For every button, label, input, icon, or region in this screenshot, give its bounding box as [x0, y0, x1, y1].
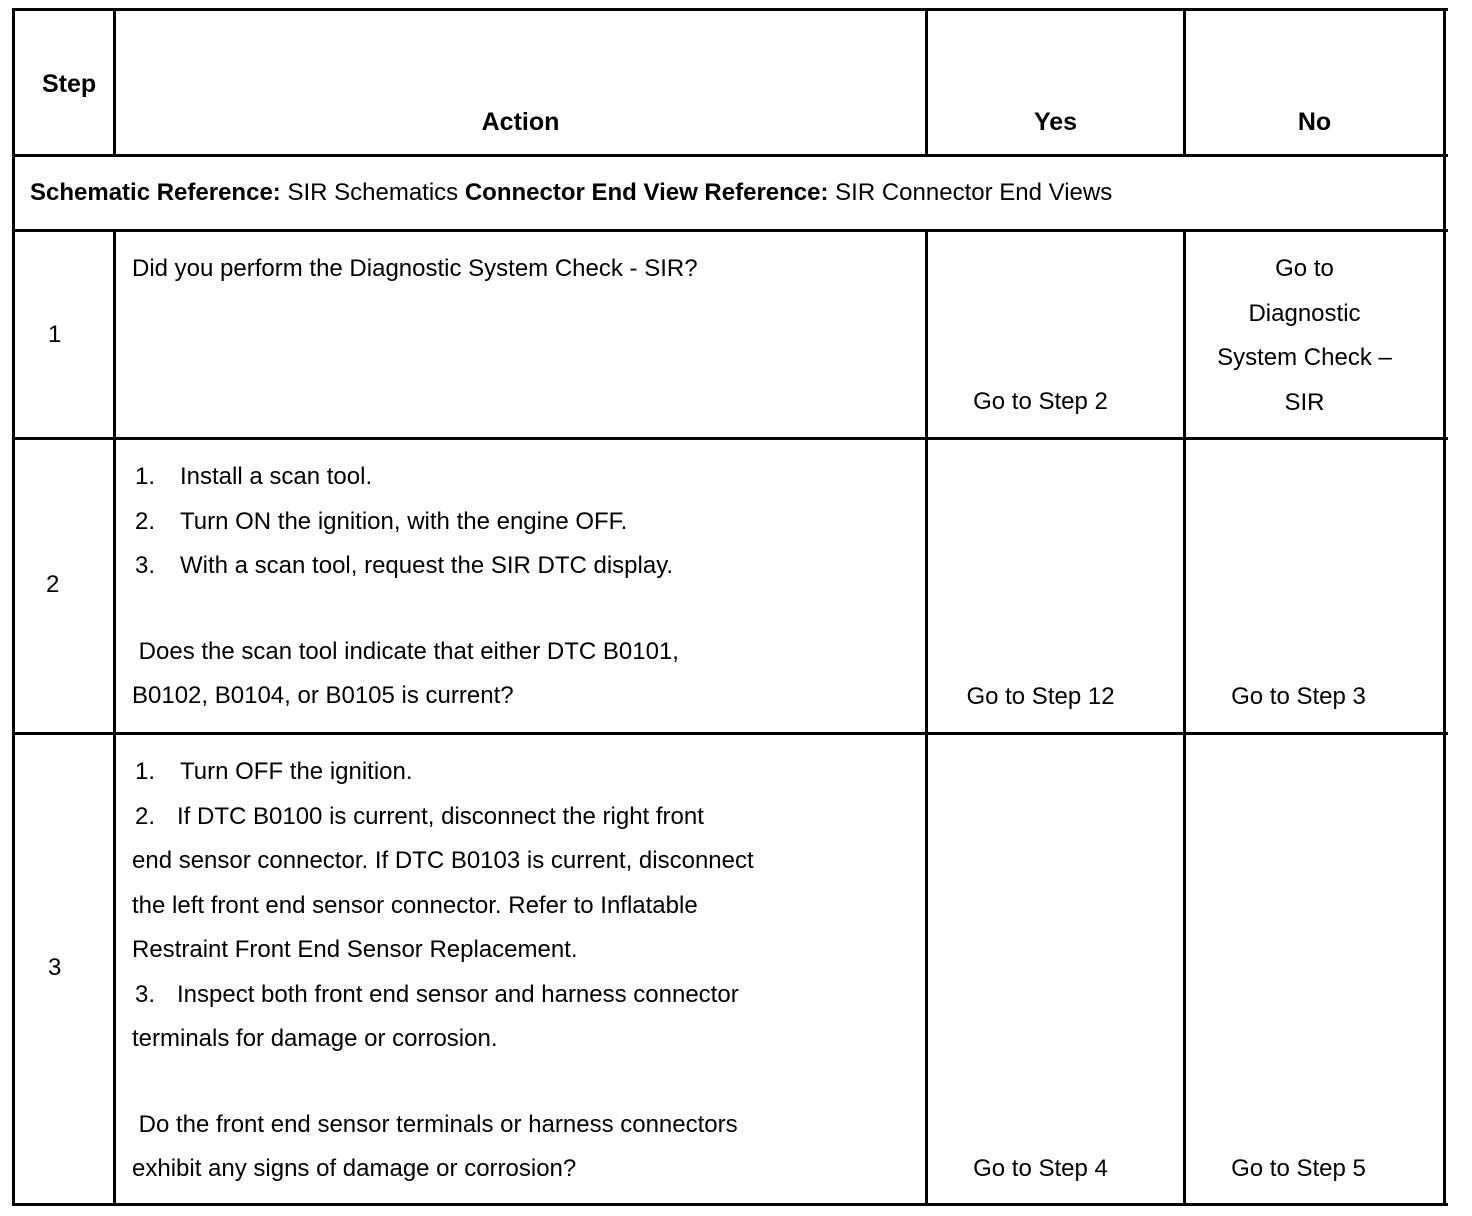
header-no: No — [1297, 108, 1332, 136]
no-result — [1186, 247, 1423, 425]
list-item-number: 2. — [135, 802, 156, 830]
no-result: Go to Step 3 — [1231, 683, 1366, 710]
no-result-line: Go to — [1275, 255, 1334, 282]
list-item — [132, 750, 754, 795]
header-action: Action — [481, 108, 560, 136]
no-result-line: System Check – — [1217, 344, 1392, 371]
list-item-number: 1. — [135, 463, 156, 490]
table-border-top — [12, 8, 1448, 11]
no-result: Go to Step 5 — [1231, 1155, 1366, 1182]
list-item-number: 3. — [135, 552, 156, 579]
reference-row — [30, 171, 1112, 216]
connector-reference-label: Connector End View Reference: — [464, 179, 829, 206]
list-item-text: Inspect both front end sensor and harness connector — [177, 980, 739, 1008]
row-divider — [12, 437, 1448, 440]
header-divider — [12, 154, 1448, 157]
list-item-text: Turn ON the ignition, with the engine OFF. — [180, 507, 628, 535]
header-yes: Yes — [1033, 108, 1078, 136]
no-result-line: SIR — [1284, 388, 1325, 416]
question-line: Do the front end sensor terminals or harness connectors — [132, 1110, 738, 1138]
question-line: Does the scan tool indicate that either DTC B0101, — [132, 637, 679, 665]
list-item-number: 1. — [135, 758, 156, 785]
schematic-reference-value: SIR Schematics — [287, 179, 459, 206]
action-list — [132, 455, 679, 719]
list-item-continuation: Restraint Front End Sensor Replacement. — [132, 936, 578, 963]
step-number: 1 — [48, 321, 62, 348]
row-divider — [12, 732, 1448, 735]
action-list — [132, 750, 754, 1192]
list-item — [132, 544, 679, 589]
list-item — [132, 795, 754, 840]
step-number: 3 — [48, 954, 62, 981]
list-item-number: 3. — [135, 980, 156, 1008]
action-text: Did you perform the Diagnostic System Check - SIR? — [132, 255, 698, 282]
table-border-bottom — [12, 1203, 1448, 1206]
list-item-text: With a scan tool, request the SIR DTC display. — [180, 552, 674, 579]
table-border-left — [12, 8, 15, 1206]
yes-result: Go to Step 12 — [966, 683, 1115, 710]
list-item-number: 2. — [135, 507, 156, 535]
list-item — [132, 500, 679, 545]
yes-result: Go to Step 2 — [973, 388, 1108, 415]
step-number: 2 — [46, 571, 60, 598]
reference-divider — [12, 229, 1448, 232]
list-item-continuation: the left front end sensor connector. Refer to Inflatable — [132, 891, 698, 919]
connector-reference-value: SIR Connector End Views — [835, 179, 1113, 206]
schematic-reference-label: Schematic Reference: — [30, 179, 281, 206]
list-item-text: Turn OFF the ignition. — [180, 758, 413, 785]
list-item-continuation: terminals for damage or corrosion. — [132, 1025, 498, 1052]
yes-result: Go to Step 4 — [973, 1155, 1108, 1182]
list-item — [132, 455, 679, 500]
list-item-continuation: end sensor connector. If DTC B0103 is current, disconnect — [132, 847, 754, 874]
header-step: Step — [42, 70, 97, 98]
list-item-text: Install a scan tool. — [180, 463, 373, 490]
list-item — [132, 973, 754, 1018]
column-divider — [113, 229, 116, 1206]
question-line: B0102, B0104, or B0105 is current? — [132, 682, 514, 709]
table-border-right — [1443, 8, 1446, 1206]
no-result-line: Diagnostic — [1248, 299, 1361, 327]
question-line: exhibit any signs of damage or corrosion? — [132, 1155, 577, 1182]
list-item-text: If DTC B0100 is current, disconnect the right front — [177, 802, 704, 830]
